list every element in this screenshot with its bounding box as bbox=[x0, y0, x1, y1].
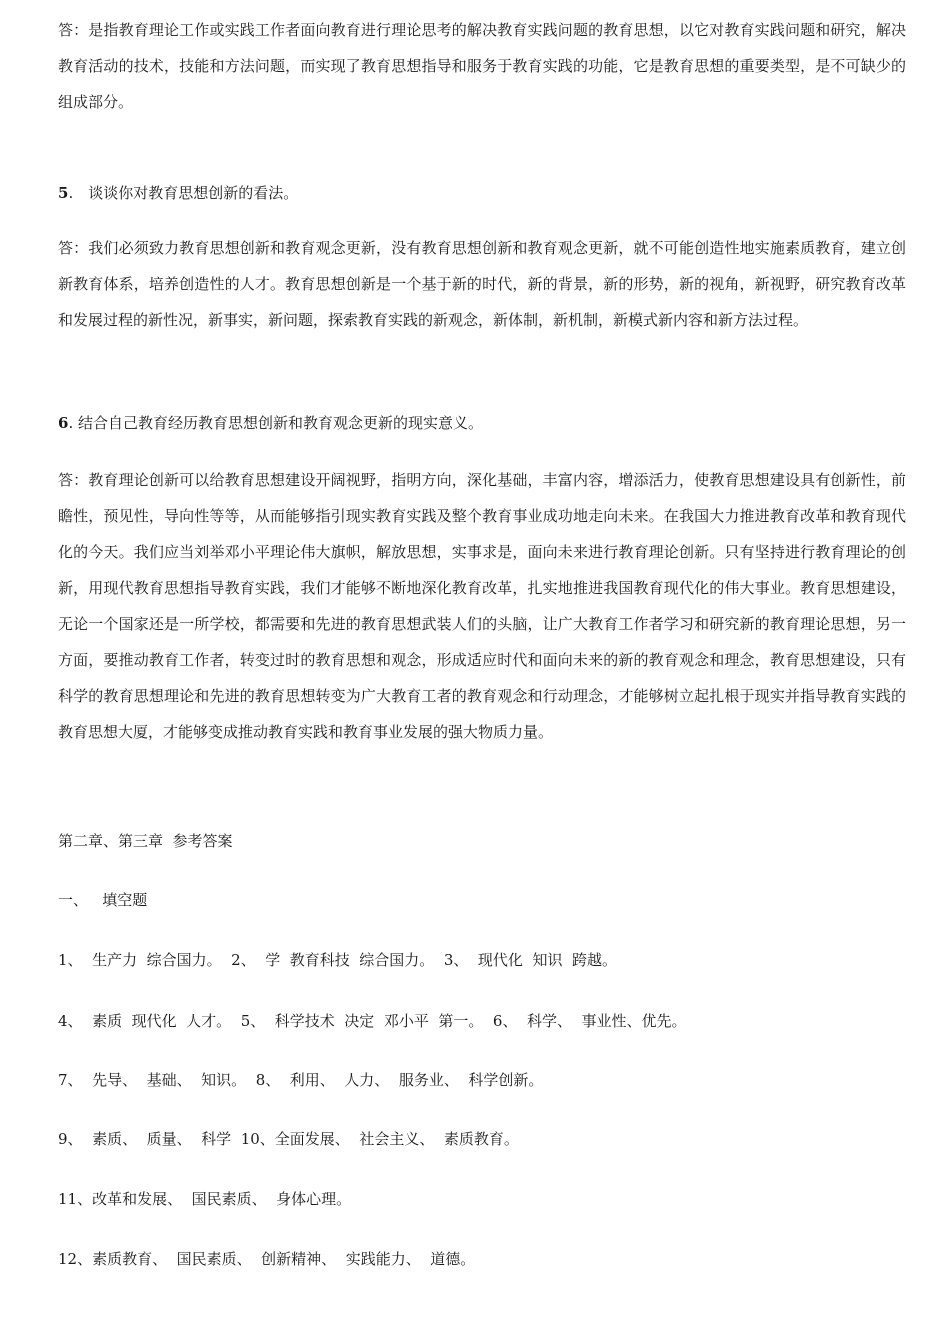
answer-4-paragraph: 答：是指教育理论工作或实践工作者面向教育进行理论思考的解决教育实践问题的教育思想，以它对教育实践问题和研究，解决教育活动的技术，技能和方法问题，而实现了教育思想指导和服务于教育实践的功能，它是教育思想的重要类型，是不可缺少的组成部分。 bbox=[58, 21, 906, 111]
question-5-number: 5 bbox=[58, 184, 69, 202]
question-6-text: . 结合自己教育经历教育思想创新和教育观念更新的现实意义。 bbox=[68, 414, 483, 432]
answer-6-paragraph: 答：教育理论创新可以给教育思想建设开阔视野，指明方向，深化基础，丰富内容，增添活力，使教育思想建设具有创新性，前瞻性，预见性，导向性等等，从而能够指引现实教育实践及整个教育事业成功地走向未来。在我国大力推进教育改革和教育现代化的今天。我们应当刘举邓小平理论伟大旗帜，解放思想，实事求是，面向未来进行教育理论创新。只有坚持进行教育理论的创新，用现代教育思想指导教育实践，我们才能够不断地深化教育改革，扎实地推进我国教育现代化的伟大事业。教育思想建设，无论一个国家还是一所学校，都需要和先进的教育思想武装人们的头脑，让广大教育工作者学习和研究新的教育理论思想，另一方面，要推动教育工作者，转变过时的教育思想和观念，形成适应时代和面向未来的新的教育观念和理念，教育思想建设，只有科学的教育思想理论和先进的教育思想转变为广大教育工者的教育观念和行动理念，才能够树立起扎根于现实并指导教育实践的教育思想大厦，才能够变成推动教育实践和教育事业发展的强大物质力量。 bbox=[58, 471, 906, 741]
section-heading: 一、 填空题 bbox=[58, 891, 148, 909]
fill-answer-line: 9、 素质、 质量、 科学 10、全面发展、 社会主义、 素质教育。 bbox=[58, 1130, 519, 1148]
fill-answer-line: 4、 素质 现代化 人才。 5、 科学技术 决定 邓小平 第一。 6、 科学、 事业性、优先。 bbox=[58, 1012, 687, 1030]
chapter-heading: 第二章、第三章 参考答案 bbox=[58, 832, 233, 850]
fill-answer-line: 11、改革和发展、 国民素质、 身体心理。 bbox=[58, 1190, 352, 1208]
question-6-number: 6 bbox=[58, 414, 69, 432]
answer-5-paragraph: 答：我们必须致力教育思想创新和教育观念更新，没有教育思想创新和教育观念更新，就不可能创造性地实施素质教育，建立创新教育体系，培养创造性的人才。教育思想创新是一个基于新的时代，新的背景，新的形势，新的视角，新视野，研究教育改革和发展过程的新性况，新事实，新问题，探索教育实践的新观念，新体制，新机制，新模式新内容和新方法过程。 bbox=[58, 239, 906, 329]
question-6 bbox=[58, 413, 483, 433]
question-5-text: . 谈谈你对教育思想创新的看法。 bbox=[68, 184, 299, 202]
fill-answer-line: 7、 先导、 基础、 知识。 8、 利用、 人力、 服务业、 科学创新。 bbox=[58, 1071, 544, 1089]
fill-answer-line: 12、素质教育、 国民素质、 创新精神、 实践能力、 道德。 bbox=[58, 1250, 476, 1268]
question-5 bbox=[58, 183, 298, 203]
fill-answer-line: 1、 生产力 综合国力。 2、 学 教育科技 综合国力。 3、 现代化 知识 跨越。 bbox=[58, 951, 617, 969]
